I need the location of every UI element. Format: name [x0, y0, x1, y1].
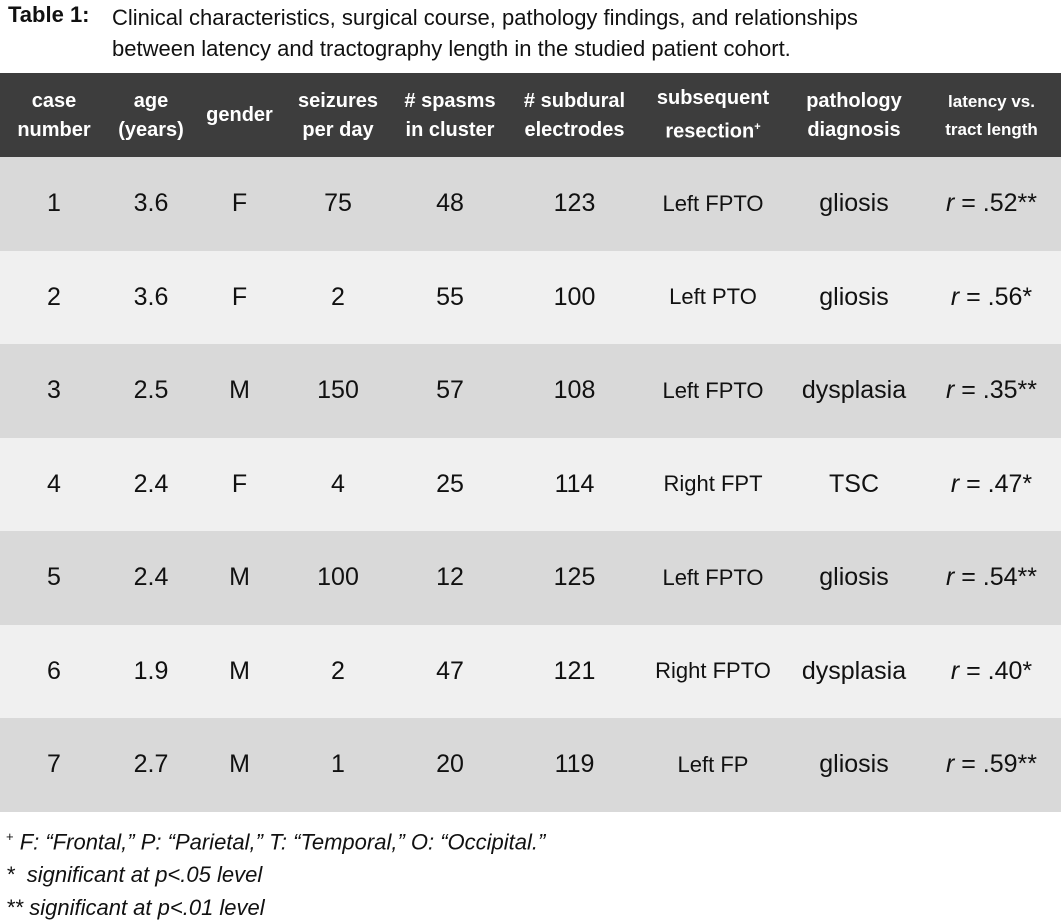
cell-case: 3: [47, 376, 61, 405]
header-subsequent-resection: subsequent resection+: [656, 87, 770, 143]
cell-resection: Left FPTO: [662, 564, 764, 590]
cell-seizures: 4: [331, 469, 345, 498]
cell-case: 6: [47, 656, 61, 685]
header-age: age (years): [118, 89, 184, 141]
cell-resection: Right FPT: [663, 471, 763, 497]
cell-gender: M: [229, 750, 250, 779]
cell-case: 1: [47, 189, 61, 218]
header-subdural-electrodes: # subdural electrodes: [523, 89, 626, 141]
cell-spasms: 25: [436, 469, 464, 498]
cell-gender: F: [231, 189, 248, 218]
data-table: [0, 73, 1061, 812]
footnote-p05: * significant at p<.05 level: [6, 862, 263, 888]
cell-spasms: 55: [436, 282, 464, 311]
cell-seizures: 75: [324, 189, 352, 218]
cell-resection: Left FP: [677, 751, 749, 777]
cell-case: 7: [47, 750, 61, 779]
caption-label: Table 1:: [8, 2, 90, 27]
table-row: [0, 531, 1061, 625]
caption-line-1: Clinical characteristics, surgical course, pathology findings, and relationships: [112, 5, 858, 30]
table-row: [0, 625, 1061, 719]
cell-seizures: 150: [317, 376, 359, 405]
header-spasms-in-cluster: # spasms in cluster: [404, 89, 496, 141]
cell-latency: r = .59**: [945, 750, 1038, 779]
caption-text: [112, 2, 1042, 64]
header-case-number: case number: [17, 89, 91, 141]
cell-gender: M: [229, 563, 250, 592]
cell-age: 3.6: [133, 189, 169, 218]
cell-age: 1.9: [133, 656, 169, 685]
cell-electrodes: 108: [553, 376, 596, 405]
cell-seizures: 2: [331, 282, 345, 311]
cell-pathology: TSC: [829, 469, 879, 498]
cell-spasms: 12: [436, 563, 464, 592]
cell-electrodes: 119: [554, 750, 595, 779]
cell-seizures: 1: [331, 750, 345, 779]
header-latency-vs-tract-length: latency vs. tract length: [945, 91, 1038, 139]
footnote-abbreviations: + F: “Frontal,” P: “Parietal,” T: “Temporal,” O: “Occipital.”: [6, 829, 546, 855]
footnotes: [6, 820, 545, 924]
cell-age: 2.4: [133, 563, 169, 592]
cell-latency: r = .56*: [950, 282, 1033, 311]
cell-age: 2.4: [133, 469, 169, 498]
cell-age: 2.5: [133, 376, 169, 405]
cell-pathology: gliosis: [819, 750, 889, 779]
cell-resection: Right FPTO: [655, 658, 771, 684]
cell-resection: Left FPTO: [662, 190, 764, 216]
cell-case: 2: [47, 282, 61, 311]
cell-gender: F: [231, 469, 248, 498]
cell-latency: r = .54**: [945, 563, 1038, 592]
caption-line-2: between latency and tractography length in the studied patient cohort.: [112, 36, 791, 61]
cell-electrodes: 114: [554, 469, 595, 498]
table-row: [0, 251, 1061, 345]
cell-age: 2.7: [133, 750, 169, 779]
header-pathology-diagnosis: pathology diagnosis: [806, 89, 902, 141]
cell-electrodes: 123: [553, 189, 596, 218]
cell-seizures: 100: [317, 563, 359, 592]
cell-case: 5: [47, 563, 61, 592]
footnote-p01: ** significant at p<.01 level: [6, 895, 265, 921]
cell-latency: r = .40*: [950, 656, 1033, 685]
cell-seizures: 2: [331, 656, 345, 685]
cell-pathology: gliosis: [819, 282, 889, 311]
cell-pathology: dysplasia: [801, 656, 907, 685]
cell-electrodes: 125: [553, 563, 596, 592]
header-gender: gender: [206, 104, 273, 126]
cell-spasms: 20: [436, 750, 464, 779]
cell-latency: r = .47*: [950, 469, 1033, 498]
header-seizures-per-day: seizures per day: [297, 89, 379, 141]
cell-pathology: gliosis: [819, 563, 889, 592]
cell-electrodes: 121: [553, 656, 596, 685]
table-row: [0, 438, 1061, 532]
cell-spasms: 48: [436, 189, 464, 218]
cell-spasms: 47: [436, 656, 464, 685]
table-caption: [8, 0, 1053, 70]
cell-resection: Left FPTO: [662, 377, 764, 403]
table-row: [0, 718, 1061, 812]
cell-case: 4: [47, 469, 61, 498]
table-row: [0, 157, 1061, 251]
cell-gender: M: [229, 376, 250, 405]
cell-age: 3.6: [133, 282, 169, 311]
cell-electrodes: 100: [553, 282, 596, 311]
cell-latency: r = .52**: [945, 189, 1038, 218]
cell-gender: F: [231, 282, 248, 311]
cell-spasms: 57: [436, 376, 464, 405]
cell-pathology: gliosis: [819, 189, 889, 218]
table-header-row: [0, 73, 1061, 157]
table-row: [0, 344, 1061, 438]
cell-latency: r = .35**: [945, 376, 1038, 405]
cell-pathology: dysplasia: [801, 376, 907, 405]
cell-gender: M: [229, 656, 250, 685]
cell-resection: Left PTO: [669, 284, 757, 310]
